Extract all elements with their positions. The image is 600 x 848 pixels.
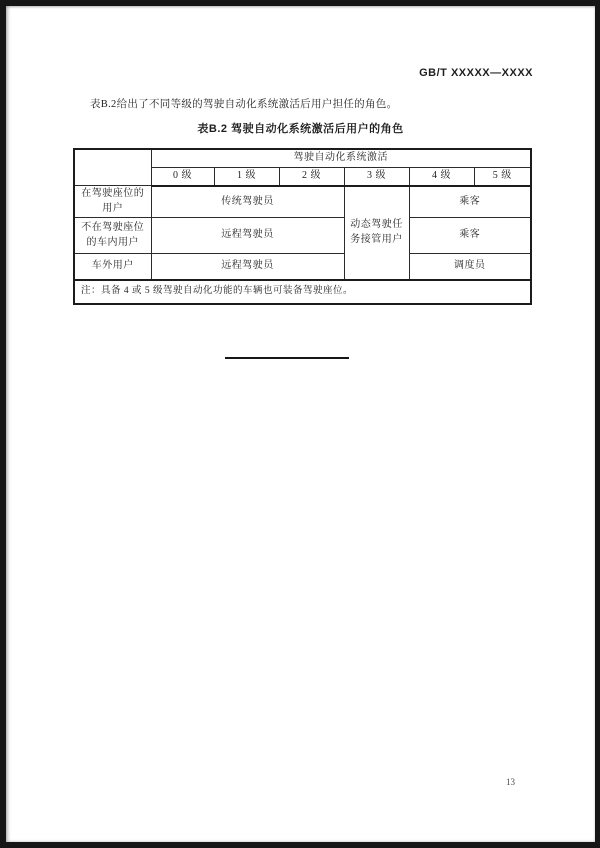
level-header-cell-5: 5 级 bbox=[474, 168, 531, 186]
intro-paragraph: 表B.2给出了不同等级的驾驶自动化系统激活后用户担任的角色。 bbox=[90, 99, 398, 110]
page-number: 13 bbox=[506, 777, 515, 787]
role-cell-levels-4-5: 乘客 bbox=[409, 218, 531, 254]
user-type-cell: 车外用户 bbox=[74, 254, 151, 281]
level-header-cell-3: 3 级 bbox=[344, 168, 409, 186]
table-row bbox=[74, 186, 531, 218]
level-header-cell-0: 0 级 bbox=[151, 168, 214, 186]
corner-empty-cell bbox=[74, 149, 151, 186]
table-header-row-group bbox=[74, 149, 531, 168]
standard-code: GB/T XXXXX—XXXX bbox=[419, 67, 533, 79]
role-cell-levels-4-5: 调度员 bbox=[409, 254, 531, 281]
table-row bbox=[74, 218, 531, 254]
role-cell-levels-0-2: 传统驾驶员 bbox=[151, 186, 344, 218]
level-header-cell-4: 4 级 bbox=[409, 168, 474, 186]
role-cell-levels-0-2: 远程驾驶员 bbox=[151, 218, 344, 254]
end-of-section-rule bbox=[225, 357, 349, 359]
role-cell-levels-4-5: 乘客 bbox=[409, 186, 531, 218]
table-row bbox=[74, 254, 531, 281]
note-cell: 注：具备 4 或 5 级驾驶自动化功能的车辆也可装备驾驶座位。 bbox=[74, 280, 531, 304]
user-type-cell: 不在驾驶座位的车内用户 bbox=[74, 218, 151, 254]
level-header-cell-2: 2 级 bbox=[279, 168, 344, 186]
role-cell-levels-0-2: 远程驾驶员 bbox=[151, 254, 344, 281]
header-group-cell: 驾驶自动化系统激活 bbox=[151, 149, 531, 168]
role-cell-level-3: 动态驾驶任务接管用户 bbox=[344, 186, 409, 281]
user-type-cell: 在驾驶座位的用户 bbox=[74, 186, 151, 218]
roles-table bbox=[73, 148, 532, 305]
table-title: 表B.2 驾驶自动化系统激活后用户的角色 bbox=[197, 123, 404, 135]
level-header-cell-1: 1 级 bbox=[214, 168, 279, 186]
table-note-row bbox=[74, 280, 531, 304]
document-page bbox=[6, 6, 595, 842]
